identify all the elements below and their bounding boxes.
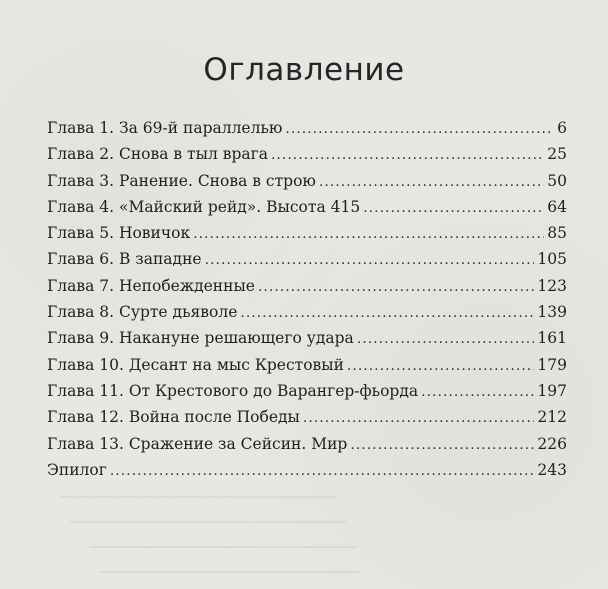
toc-entry-page: 161 <box>537 329 567 348</box>
toc-entry-label: Глава 11. От Крестового до Варангер-фьорда <box>47 381 419 400</box>
dot-leader <box>350 432 534 458</box>
table-of-contents <box>47 115 567 483</box>
dot-leader <box>357 326 535 352</box>
page-title: Оглавление <box>203 52 405 88</box>
toc-entry-page: 243 <box>537 460 567 479</box>
toc-entry-label: Глава 8. Сурте дьяволе <box>47 303 238 322</box>
toc-entry-label: Глава 1. За 69-й параллелью <box>47 119 283 137</box>
bleed-through-text: ─────────────────────────────── <box>60 490 337 506</box>
toc-entry-label: Глава 5. Новичок <box>47 224 191 243</box>
toc-entry-page: 197 <box>537 381 567 400</box>
toc-entry-3 <box>47 168 567 194</box>
toc-entry-page: 25 <box>547 145 567 164</box>
toc-entry-page: 50 <box>547 171 567 190</box>
toc-entry-8 <box>47 299 567 325</box>
toc-entry-label: Глава 6. В западне <box>47 250 202 269</box>
toc-entry-9 <box>47 325 567 351</box>
toc-entry-14 <box>47 457 567 483</box>
toc-entry-page: 64 <box>547 197 567 216</box>
toc-entry-1 <box>47 115 567 141</box>
bleed-through-text: ───────────────────────────── <box>100 565 359 581</box>
toc-entry-page: 6 <box>557 119 567 137</box>
toc-entry-13 <box>47 431 567 457</box>
toc-entry-6 <box>47 246 567 272</box>
toc-entry-12 <box>47 404 567 430</box>
toc-entry-11 <box>47 378 567 404</box>
toc-entry-label: Эпилог <box>47 460 107 479</box>
dot-leader <box>240 300 534 326</box>
toc-entry-7 <box>47 273 567 299</box>
dot-leader <box>205 247 535 273</box>
toc-entry-2 <box>47 141 567 167</box>
toc-entry-10 <box>47 352 567 378</box>
toc-entry-label: Глава 3. Ранение. Снова в строю <box>47 171 316 190</box>
dot-leader <box>363 195 544 221</box>
dot-leader <box>193 221 544 247</box>
dot-leader <box>347 353 534 379</box>
toc-entry-page: 123 <box>537 276 567 295</box>
toc-entry-label: Глава 2. Снова в тыл врага <box>47 145 268 164</box>
toc-entry-page: 212 <box>537 408 567 427</box>
dot-leader <box>258 274 534 300</box>
dot-leader <box>110 458 535 484</box>
toc-entry-page: 226 <box>537 434 567 453</box>
toc-entry-label: Глава 9. Накануне решающего удара <box>47 329 354 348</box>
toc-entry-page: 179 <box>537 355 567 374</box>
bleed-through-text: ────────────────────────────── <box>90 540 358 556</box>
dot-leader <box>421 379 534 405</box>
dot-leader <box>319 169 544 195</box>
toc-entry-5 <box>47 220 567 246</box>
toc-entry-label: Глава 12. Война после Победы <box>47 408 300 427</box>
bleed-through-text: ─────────────────────────────── <box>70 515 347 531</box>
toc-entry-page: 105 <box>537 250 567 269</box>
toc-entry-4 <box>47 194 567 220</box>
toc-entry-label: Глава 4. «Майский рейд». Высота 415 <box>47 197 361 216</box>
dot-leader <box>271 142 544 168</box>
toc-entry-label: Глава 13. Сражение за Сейсин. Мир <box>47 434 348 453</box>
toc-entry-label: Глава 7. Непобежденные <box>47 276 255 295</box>
toc-entry-label: Глава 10. Десант на мыс Крестовый <box>47 355 344 374</box>
toc-entry-page: 139 <box>537 303 567 322</box>
toc-entry-page: 85 <box>547 224 567 243</box>
dot-leader <box>285 116 550 142</box>
dot-leader <box>303 405 535 431</box>
